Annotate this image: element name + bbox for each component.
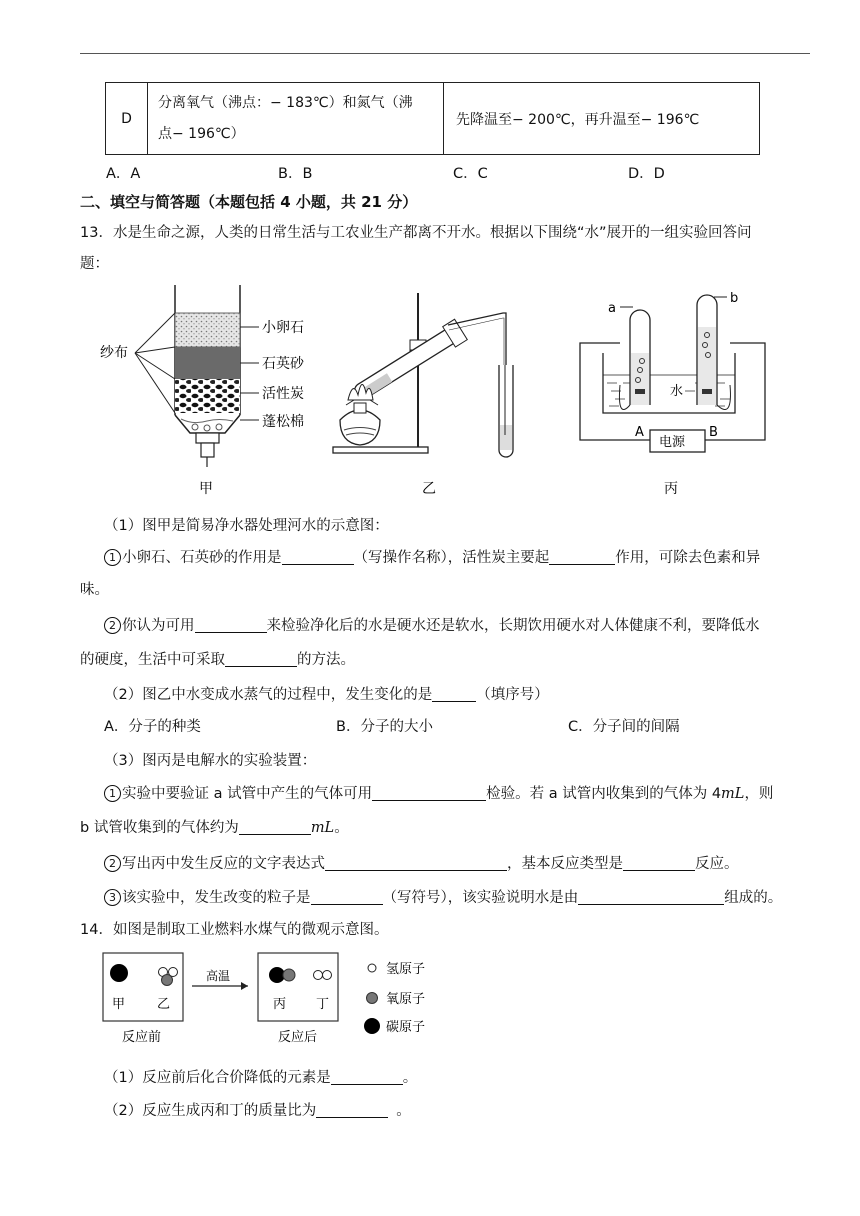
label-tube-a: a (608, 301, 616, 316)
legend-hydrogen: 氢原子 (386, 962, 426, 977)
answer-blank[interactable] (432, 686, 476, 702)
q14-p1: （1）反应前后化合价降低的元素是 。 (104, 1070, 418, 1086)
label-ding: 丁 (316, 997, 330, 1012)
answer-blank[interactable] (623, 855, 695, 871)
answer-blank[interactable] (549, 549, 615, 565)
arrow-text: 高温 (206, 969, 231, 983)
q13-p2-title: （2）图乙中水变成水蒸气的过程中，发生变化的是 （填序号） (104, 687, 549, 703)
answer-blank[interactable] (195, 617, 267, 633)
table-row (106, 83, 760, 155)
q14-p2: （2）反应生成丙和丁的质量比为 。 (104, 1103, 411, 1119)
header-rule (80, 53, 810, 54)
q13-p1-2-cont: 的硬度，生活中可采取 的方法。 (80, 652, 355, 668)
circled-number: 2 (104, 855, 121, 872)
q13-p1-1-cont: 味。 (80, 582, 109, 598)
legend-carbon: 碳原子 (386, 1020, 426, 1035)
hydrogen-atom-icon (368, 964, 376, 972)
q13-p2-option-a: A．分子的种类 (104, 719, 201, 735)
caption-before: 反应前 (122, 1030, 162, 1045)
answer-blank[interactable] (311, 889, 383, 905)
answer-blank[interactable] (239, 819, 311, 835)
q13-p2-option-c: C．分子间的间隔 (568, 719, 680, 735)
q13-p3-3: 3 该实验中，发生改变的粒子是 （写符号），该实验说明水是由 组成的。 (104, 886, 782, 907)
q13-stem-line1: 13．水是生命之源，人类的日常生活与工农业生产都离不开水。根据以下围绕“水”展开的一组实验回答问 (80, 225, 752, 241)
label-electrode-b: B (709, 425, 718, 440)
q13-p3-2: 2 写出丙中发生反应的文字表达式 ，基本反应类型是 反应。 (104, 852, 739, 873)
circled-number: 2 (104, 617, 121, 634)
label-tube-b: b (730, 291, 739, 306)
label-pebble: 小卵石 (262, 320, 304, 336)
q13-p3-title: （3）图丙是电解水的实验装置： (104, 753, 317, 769)
label-cotton: 蓬松棉 (262, 414, 304, 430)
row-method: 先降温至− 200℃，再升温至− 196℃ (444, 83, 760, 155)
row-purpose-line2: 点− 196℃） (158, 125, 245, 142)
q12-option-b: B．B (278, 166, 313, 182)
answer-blank[interactable] (225, 651, 297, 667)
oxygen-atom-icon (367, 993, 378, 1004)
legend-oxygen: 氧原子 (386, 992, 426, 1007)
row-letter: D (106, 83, 148, 155)
q13-p3-1: 1 实验中要验证 a 试管中产生的气体可用 检验。若 a 试管内收集到的气体为 4mL，则 (104, 782, 773, 803)
figure-q14-micro-reaction (100, 948, 470, 1053)
row-purpose (148, 83, 444, 155)
label-yi: 乙 (157, 997, 171, 1012)
label-quartz-sand: 石英砂 (262, 356, 304, 372)
carbon-atom-icon (364, 1018, 380, 1034)
label-jia: 甲 (112, 997, 126, 1012)
answer-blank[interactable] (316, 1102, 388, 1118)
q12-option-c: C．C (453, 166, 488, 182)
answer-blank[interactable] (325, 855, 507, 871)
label-gauze: 纱布 (100, 345, 128, 361)
answer-blank[interactable] (331, 1069, 403, 1085)
caption-yi: 乙 (422, 481, 436, 497)
q13-p2-option-b: B．分子的大小 (336, 719, 433, 735)
figure-bing-electrolysis (575, 285, 775, 500)
q12-option-a: A．A (106, 166, 141, 182)
row-purpose-line1: 分离氧气（沸点：− 183℃）和氮气（沸 (158, 94, 413, 111)
q13-p1-1: 1 小卵石、石英砂的作用是 （写操作名称），活性炭主要起 作用，可除去色素和异 (104, 546, 760, 567)
answer-blank[interactable] (578, 889, 724, 905)
caption-jia: 甲 (199, 481, 213, 497)
figure-jia-water-filter (95, 285, 325, 500)
q13-p3-1-cont: b 试管收集到的气体约为 mL。 (80, 820, 349, 836)
q13-stem-line2: 题： (80, 256, 109, 272)
caption-after: 反应后 (278, 1030, 318, 1045)
answer-blank[interactable] (282, 549, 354, 565)
circled-number: 1 (104, 785, 121, 802)
answer-blank[interactable] (372, 785, 486, 801)
q14-stem: 14．如图是制取工业燃料水煤气的微观示意图。 (80, 922, 389, 938)
label-bing: 丙 (273, 997, 287, 1012)
options-table (105, 82, 760, 155)
q13-p1-title: （1）图甲是简易净水器处理河水的示意图： (104, 518, 389, 534)
circled-number: 3 (104, 889, 121, 906)
figure-yi-heating-water (318, 285, 533, 500)
caption-bing: 丙 (664, 481, 678, 497)
section-title: 二、填空与简答题（本题包括 4 小题，共 21 分） (80, 193, 418, 211)
q13-p1-2: 2 你认为可用 来检验净化后的水是硬水还是软水，长期饮用硬水对人体健康不利，要降低水 (104, 614, 760, 635)
label-power: 电源 (659, 435, 686, 450)
circled-number: 1 (104, 549, 121, 566)
label-electrode-a: A (635, 425, 644, 440)
q12-option-d: D．D (628, 166, 665, 182)
label-activated-carbon: 活性炭 (262, 386, 304, 402)
label-water: 水 (670, 384, 684, 399)
